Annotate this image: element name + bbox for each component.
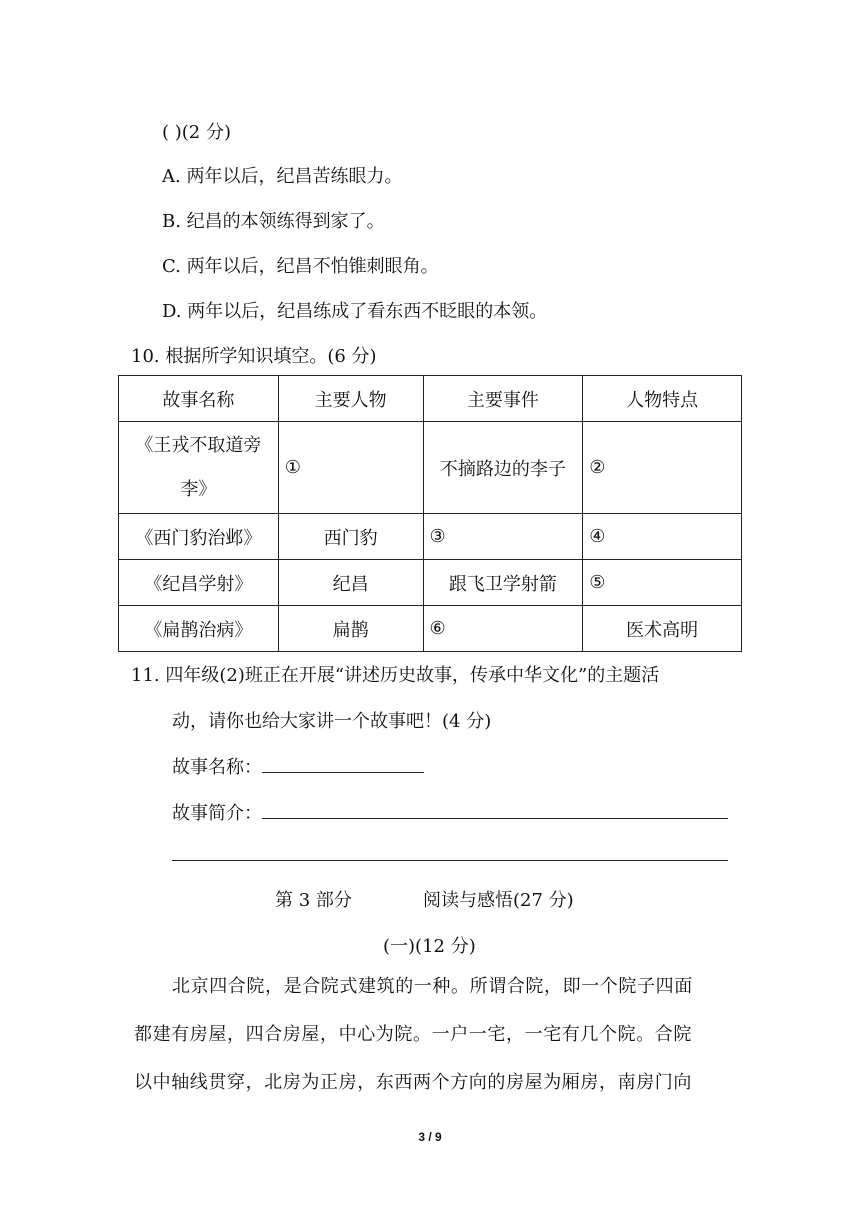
- blank-3-cell[interactable]: ③: [423, 514, 583, 560]
- story-name-label: 故事名称：: [172, 757, 262, 778]
- story-intro-blank[interactable]: [262, 800, 728, 819]
- part3-heading-left: 第 3 部分: [275, 890, 352, 911]
- story-title-cell: 《纪昌学射》: [119, 560, 279, 606]
- header-story-name: 故事名称: [119, 376, 279, 422]
- q9-stem: ( )(2 分): [162, 122, 231, 143]
- q9-option-c: C. 两年以后，纪昌不怕锥刺眼角。: [162, 256, 439, 277]
- passage: [134, 963, 744, 1107]
- trait-cell: 医术高明: [583, 606, 742, 652]
- table-row: [119, 514, 742, 560]
- person-cell: 西门豹: [278, 514, 423, 560]
- part3-subheading: (一)(12 分): [383, 936, 476, 957]
- story-intro-row: [172, 799, 728, 825]
- q9-option-d: D. 两年以后，纪昌练成了看东西不眨眼的本领。: [162, 301, 548, 322]
- q9-option-a: A. 两年以后，纪昌苦练眼力。: [162, 166, 403, 187]
- story-intro-blank-line2[interactable]: [172, 860, 728, 861]
- story-table: [118, 375, 742, 652]
- story-title-cell: 《扁鹊治病》: [119, 606, 279, 652]
- page-number: 3 / 9: [418, 1130, 442, 1144]
- story-title-line2: 李》: [180, 478, 217, 500]
- story-title-cell: 《西门豹治邺》: [119, 514, 279, 560]
- table-row: [119, 560, 742, 606]
- header-character-trait: 人物特点: [583, 376, 742, 422]
- event-cell: 跟飞卫学射箭: [423, 560, 583, 606]
- part3-heading-right: 阅读与感悟(27 分): [423, 890, 574, 911]
- table-row: [119, 422, 742, 514]
- story-title-line1: 《王戎不取道旁: [135, 434, 262, 456]
- q9-option-b: B. 纪昌的本领练得到家了。: [162, 211, 385, 232]
- story-name-blank[interactable]: [262, 754, 424, 773]
- story-name-row: [172, 753, 424, 779]
- header-main-event: 主要事件: [423, 376, 583, 422]
- blank-6-cell[interactable]: ⑥: [423, 606, 583, 652]
- person-cell: 扁鹊: [278, 606, 423, 652]
- passage-line: 都建有房屋，四合房屋，中心为院。一户一宅，一宅有几个院。合院: [134, 1024, 692, 1045]
- blank-5-cell[interactable]: ⑤: [583, 560, 742, 606]
- person-cell: 纪昌: [278, 560, 423, 606]
- event-cell: 不摘路边的李子: [423, 422, 583, 514]
- table-row: [119, 606, 742, 652]
- passage-line: 北京四合院，是合院式建筑的一种。所谓合院，即一个院子四面: [172, 976, 693, 997]
- blank-4-cell[interactable]: ④: [583, 514, 742, 560]
- story-title-cell: [119, 422, 279, 514]
- passage-line: 以中轴线贯穿，北房为正房，东西两个方向的房屋为厢房，南房门向: [134, 1072, 692, 1093]
- blank-1-cell[interactable]: ①: [278, 422, 423, 514]
- q11-line2: 动，请你也给大家讲一个故事吧！(4 分): [172, 711, 492, 732]
- story-intro-label: 故事简介：: [172, 803, 262, 824]
- q11-line1: 11. 四年级(2)班正在开展“讲述历史故事，传承中华文化”的主题活: [131, 665, 660, 686]
- header-main-character: 主要人物: [278, 376, 423, 422]
- blank-2-cell[interactable]: ②: [583, 422, 742, 514]
- q10-title: 10. 根据所学知识填空。(6 分): [131, 346, 377, 367]
